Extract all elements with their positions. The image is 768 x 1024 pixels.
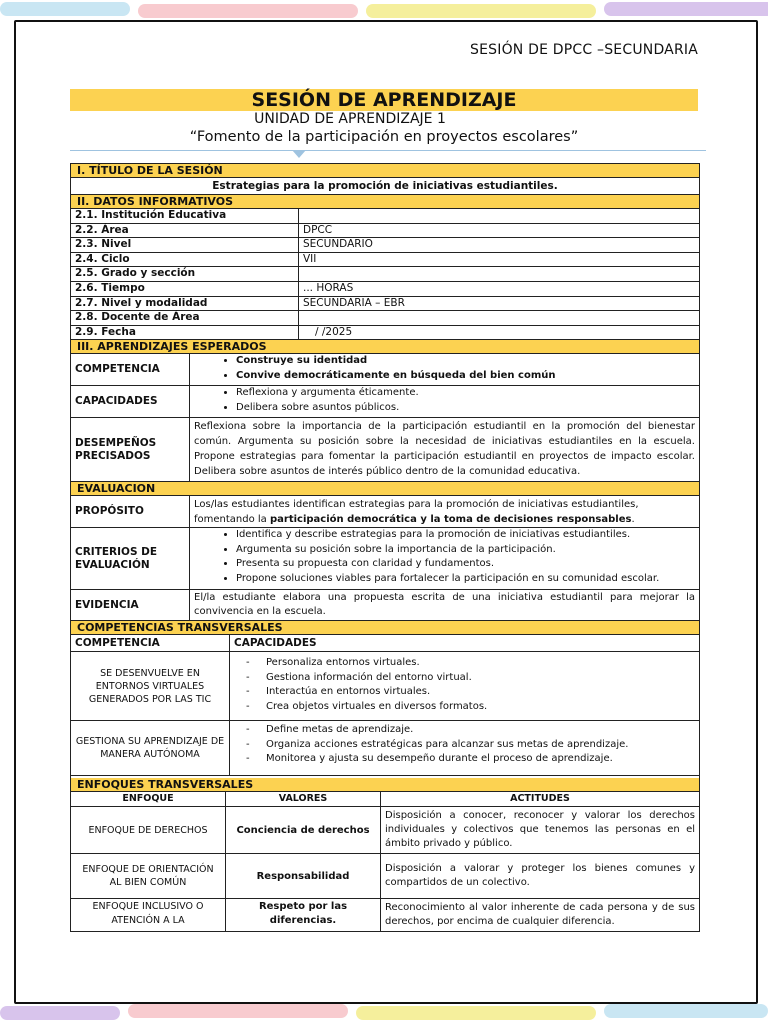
transversal-capacidades-cell xyxy=(230,721,699,775)
enfoques-col-actitudes: ACTITUDES xyxy=(510,793,570,805)
datos-value: VII xyxy=(303,252,317,265)
pastel-strip-bottom-2 xyxy=(128,1004,348,1018)
datos-row xyxy=(71,224,699,239)
enfoque-name: ENFOQUE INCLUSIVO O ATENCIÓN A LA xyxy=(71,899,226,931)
datos-value: DPCC xyxy=(303,223,333,236)
pastel-strip-top-1 xyxy=(0,2,130,16)
criterios-row xyxy=(71,528,699,590)
proposito-row xyxy=(71,496,699,528)
datos-row xyxy=(71,267,699,282)
page-title: SESIÓN DE APRENDIZAJE xyxy=(70,89,698,111)
transversal-capacidades-cell xyxy=(230,652,699,720)
criterio-item: • Propone soluciones viables para fortalecer la participación en su comunidad escolar. xyxy=(236,572,699,587)
session-table xyxy=(70,163,700,932)
datos-label: 2.4. Ciclo xyxy=(71,253,299,267)
evidencia-row xyxy=(71,590,699,621)
enfoque-actitud: Disposición a conocer, reconocer y valorar los derechos individuales y colectivos que tenemos las personas en el ámbito privado y público. xyxy=(385,810,695,850)
datos-value: ... HORAS xyxy=(303,281,354,294)
datos-value: SECUNDARIO xyxy=(303,238,373,251)
enfoque-actitud: Disposición a valorar y proteger los bienes comunes y compartidos de un colectivo. xyxy=(385,863,695,889)
divider-notch xyxy=(292,150,306,158)
criterio-item: • Argumenta su posición sobre la importancia de la participación. xyxy=(236,543,699,558)
competencia-label: COMPETENCIA xyxy=(71,354,190,385)
evidencia-label: EVIDENCIA xyxy=(71,590,190,620)
section-datos-heading: II. DATOS INFORMATIVOS xyxy=(71,195,699,209)
capacidades-label: CAPACIDADES xyxy=(71,386,190,417)
datos-label: 2.3. Nivel xyxy=(71,238,299,252)
transversales-col-capacidades: CAPACIDADES xyxy=(234,637,317,650)
enfoque-name: ENFOQUE DE DERECHOS xyxy=(71,807,226,853)
capacidades-row xyxy=(71,386,699,418)
titulo-value: Estrategias para la promoción de iniciativas estudiantiles. xyxy=(212,180,558,192)
transversal-capacidad-item: - Personaliza entornos virtuales. xyxy=(266,656,695,671)
transversal-capacidad-item: - Monitorea y ajusta su desempeño durante el proceso de aprendizaje. xyxy=(266,752,695,767)
competencia-list-cell xyxy=(190,354,699,385)
pastel-strip-bottom-4 xyxy=(604,1004,768,1018)
transversal-capacidad-item: - Crea objetos virtuales en diversos formatos. xyxy=(266,700,695,715)
competencia-row xyxy=(71,354,699,386)
capacidades-list-cell xyxy=(190,386,699,417)
datos-row xyxy=(71,238,699,253)
datos-row xyxy=(71,326,699,341)
titulo-row xyxy=(71,178,699,195)
datos-row xyxy=(71,311,699,326)
transversal-capacidad-item: - Organiza acciones estratégicas para alcanzar sus metas de aprendizaje. xyxy=(266,738,695,753)
transversal-competencia: SE DESENVUELVE EN ENTORNOS VIRTUALES GENERADOS POR LAS TIC xyxy=(71,652,230,720)
enfoques-col-enfoque: ENFOQUE xyxy=(71,792,226,806)
transversal-row xyxy=(71,721,699,776)
desempenos-text: Reflexiona sobre la importancia de la participación estudiantil en la promoción del bienestar común. Argumenta su posición sobre la necesidad de iniciativas estudiantiles en la escuela. Propone estrategias para fomentar la participación estudiantil en proyectos de impacto escolar. Delibera sobre asuntos de interés público dentro de la comunidad educativa. xyxy=(194,421,695,478)
transversal-capacidad-item: - Define metas de aprendizaje. xyxy=(266,723,695,738)
section-titulo-heading: I. TÍTULO DE LA SESIÓN xyxy=(71,164,699,178)
datos-value: / /2025 xyxy=(315,325,353,338)
proposito-text xyxy=(190,496,699,527)
criterios-list-cell xyxy=(190,528,699,589)
enfoque-row xyxy=(71,854,699,899)
section-aprendizajes-heading: III. APRENDIZAJES ESPERADOS xyxy=(71,340,699,354)
transversal-capacidad-item: - Gestiona información del entorno virtual. xyxy=(266,671,695,686)
enfoques-header-row xyxy=(71,792,699,807)
enfoque-valor: Responsabilidad xyxy=(226,854,381,898)
criterios-label: CRITERIOS DE EVALUACIÓN xyxy=(71,528,190,589)
datos-label: 2.1. Institución Educativa xyxy=(71,209,299,223)
enfoque-row xyxy=(71,807,699,854)
transversales-col-competencia: COMPETENCIA xyxy=(71,635,230,651)
pastel-strip-bottom-1 xyxy=(0,1006,120,1020)
enfoque-name: ENFOQUE DE ORIENTACIÓN AL BIEN COMÚN xyxy=(71,854,226,898)
datos-row xyxy=(71,209,699,224)
pastel-strip-top-4 xyxy=(604,2,768,16)
datos-row xyxy=(71,282,699,297)
criterio-item: • Identifica y describe estrategias para la promoción de iniciativas estudiantiles. xyxy=(236,528,699,543)
competencia-item: • Convive democráticamente en búsqueda del bien común xyxy=(236,369,699,384)
capacidad-item: • Delibera sobre asuntos públicos. xyxy=(236,401,699,416)
transversales-header-row xyxy=(71,635,699,652)
transversal-row xyxy=(71,652,699,721)
unidad-label: UNIDAD DE APRENDIZAJE 1 xyxy=(254,111,446,127)
competencia-item: • Construye su identidad xyxy=(236,354,699,369)
datos-label: 2.2. Área xyxy=(71,224,299,238)
header-divider xyxy=(70,150,706,151)
enfoque-valor: Respeto por las diferencias. xyxy=(226,899,381,931)
section-transversales-heading: COMPETENCIAS TRANSVERSALES xyxy=(71,621,699,635)
proposito-end: . xyxy=(631,514,635,526)
enfoque-row xyxy=(71,899,699,931)
pastel-strip-top-3 xyxy=(366,4,596,18)
pastel-strip-bottom-3 xyxy=(356,1006,596,1020)
datos-label: 2.6. Tiempo xyxy=(71,282,299,296)
datos-label: 2.7. Nivel y modalidad xyxy=(71,297,299,311)
datos-value xyxy=(299,267,699,281)
evidencia-text: El/la estudiante elabora una propuesta escrita de una iniciativa estudiantil para mejorar la convivencia en la escuela. xyxy=(194,592,695,618)
enfoque-actitud: Reconocimiento al valor inherente de cada persona y de sus derechos, por encima de cualquier diferencia. xyxy=(385,902,695,928)
unidad-subtitle: “Fomento de la participación en proyectos escolares” xyxy=(189,129,579,145)
datos-label: 2.8. Docente de Área xyxy=(71,311,299,325)
desempenos-row xyxy=(71,418,699,482)
enfoques-col-valores: VALORES xyxy=(226,792,381,806)
section-enfoques-heading: ENFOQUES TRANSVERSALES xyxy=(71,778,699,792)
datos-row xyxy=(71,253,699,268)
transversal-capacidad-item: - Interactúa en entornos virtuales. xyxy=(266,685,695,700)
proposito-label: PROPÓSITO xyxy=(71,496,190,527)
pastel-strip-top-2 xyxy=(138,4,358,18)
datos-row xyxy=(71,297,699,312)
criterio-item: • Presenta su propuesta con claridad y fundamentos. xyxy=(236,557,699,572)
section-evaluacion-heading: EVALUACION xyxy=(71,482,699,496)
datos-value xyxy=(299,209,699,223)
capacidad-item: • Reflexiona y argumenta éticamente. xyxy=(236,386,699,401)
header-top-right: SESIÓN DE DPCC –SECUNDARIA xyxy=(470,42,698,58)
proposito-bold: participación democrática y la toma de decisiones responsables xyxy=(270,514,632,526)
datos-label: 2.5. Grado y sección xyxy=(71,267,299,281)
enfoque-valor: Conciencia de derechos xyxy=(226,807,381,853)
proposito-part1: Los/las estudiantes identifican estrategias para la promoción de iniciativas estudiantiles, fomentando la xyxy=(194,499,639,526)
desempenos-label: DESEMPEÑOS PRECISADOS xyxy=(71,418,190,481)
transversal-competencia: GESTIONA SU APRENDIZAJE DE MANERA AUTÓNOMA xyxy=(71,721,230,775)
datos-value xyxy=(299,311,699,325)
datos-value: SECUNDARIA – EBR xyxy=(303,296,405,309)
datos-label: 2.9. Fecha xyxy=(71,326,299,340)
